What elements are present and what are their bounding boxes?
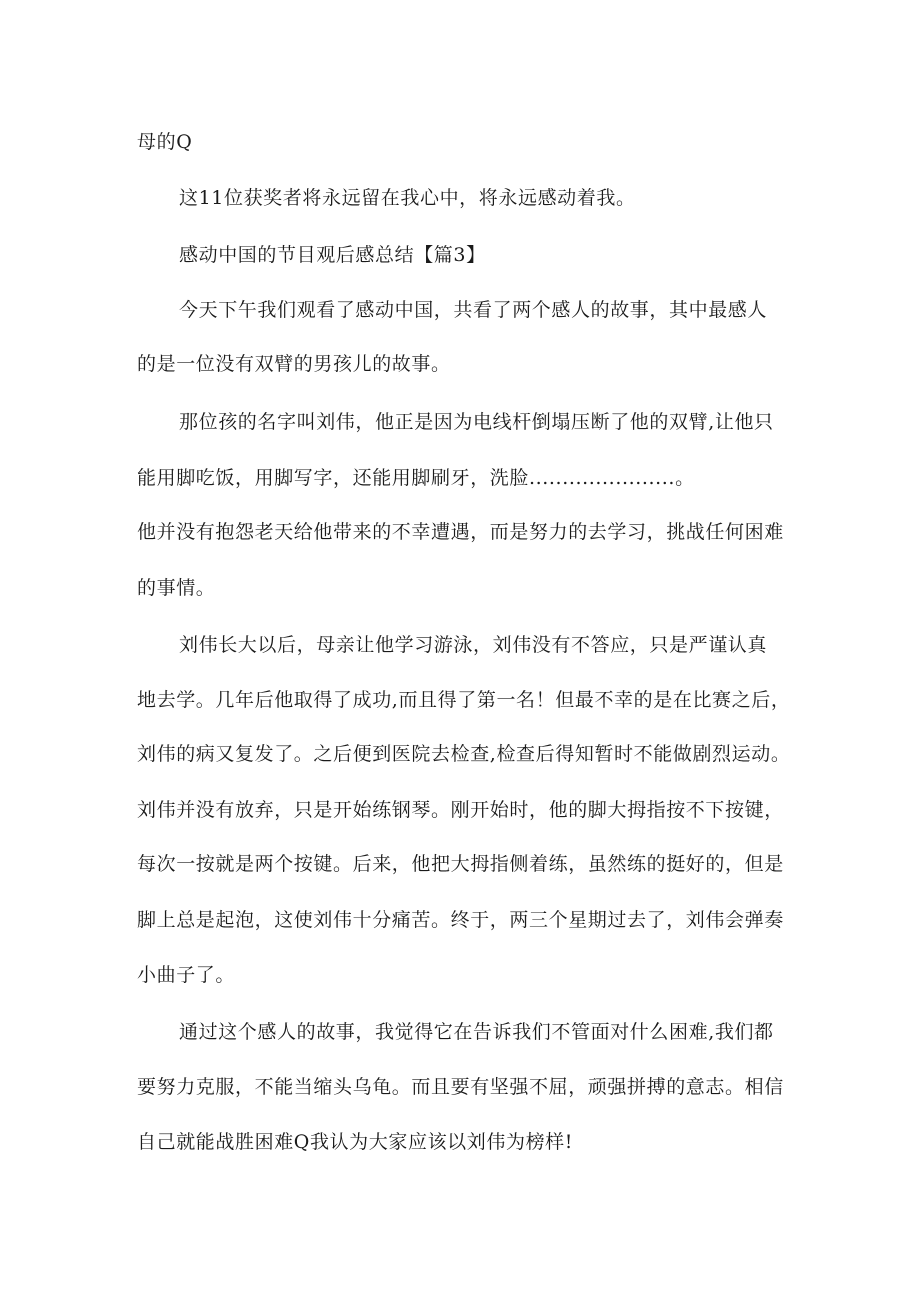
text-line-awardees: 这11位获奖者将永远留在我心中，将永远感动着我。	[179, 187, 636, 209]
paragraph-4-line-1: 通过这个感人的故事，我觉得它在告诉我们不管面对什么困难,我们都	[179, 1021, 774, 1043]
paragraph-3-line-4: 刘伟并没有放弃，只是开始练钢琴。刚开始时，他的脚大拇指按不下按键，	[137, 799, 784, 821]
paragraph-3-line-2: 地去学。几年后他取得了成功,而且得了第一名！但最不幸的是在比赛之后，	[137, 689, 791, 711]
paragraph-3-line-7: 小曲子了。	[137, 964, 236, 986]
section-heading: 感动中国的节目观后感总结【篇3】	[179, 244, 486, 266]
paragraph-3-line-3: 刘伟的病又复发了。之后便到医院去检查,检查后得知暂时不能做剧烈运动。	[137, 743, 791, 765]
paragraph-1-line-1: 今天下午我们观看了感动中国，共看了两个感人的故事，其中最感人	[179, 299, 768, 321]
paragraph-3-line-6: 脚上总是起泡，这使刘伟十分痛苦。终于，两三个星期过去了，刘伟会弹奏	[137, 909, 784, 931]
paragraph-3-line-5: 每次一按就是两个按键。后来，他把大拇指侧着练，虽然练的挺好的，但是	[137, 853, 784, 875]
paragraph-4-line-2: 要努力克服，不能当缩头乌龟。而且要有坚强不屈，顽强拼搏的意志。相信	[137, 1076, 784, 1098]
paragraph-1-line-2: 的是一位没有双臂的男孩儿的故事。	[137, 353, 451, 375]
paragraph-2-line-3: 他并没有抱怨老天给他带来的不幸遭遇，而是努力的去学习，挑战任何困难	[137, 521, 784, 543]
text-line-fragment: 母的Q	[137, 131, 193, 153]
paragraph-2-line-2: 能用脚吃饭，用脚写字，还能用脚刷牙，洗脸......................。	[137, 467, 695, 489]
paragraph-3-line-1: 刘伟长大以后，母亲让他学习游泳，刘伟没有不答应，只是严谨认真	[179, 634, 768, 656]
paragraph-2-line-1: 那位孩的名字叫刘伟，他正是因为电线杆倒塌压断了他的双臂,让他只	[179, 411, 774, 433]
paragraph-4-line-3: 自己就能战胜困难Q我认为大家应该以刘伟为榜样!	[137, 1131, 574, 1153]
paragraph-2-line-4: 的事情。	[137, 577, 216, 599]
